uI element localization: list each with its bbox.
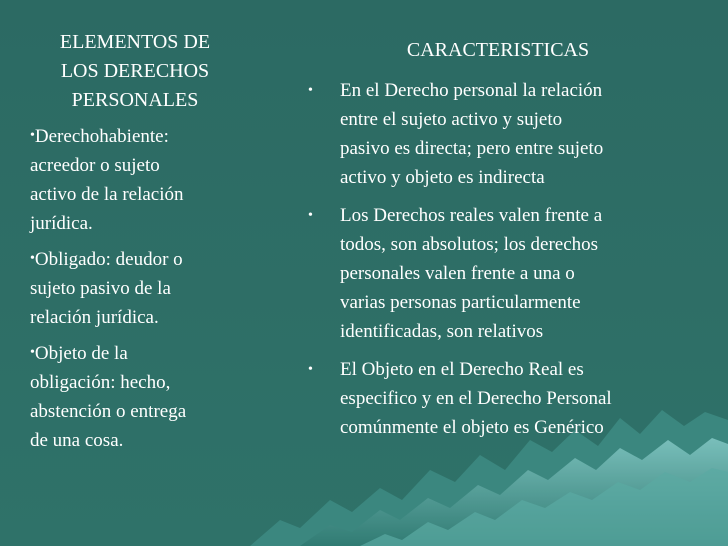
bullet-dot: • — [308, 208, 313, 223]
characteristic-item — [300, 355, 700, 442]
left-item-objeto — [30, 338, 240, 455]
left-item-derechohabiente — [30, 121, 240, 238]
bullet-dot: • — [30, 345, 35, 360]
bullet-dot: • — [308, 83, 313, 98]
right-heading: CARACTERISTICAS — [406, 39, 590, 61]
characteristic-text: El Objeto en el Derecho Real es especifico y en el Derecho Personal comúnmente el objeto es Genérico — [340, 359, 612, 438]
characteristic-item — [300, 201, 700, 346]
bullet-dot: • — [30, 128, 35, 143]
left-column — [30, 28, 240, 461]
left-item-text: Objeto de la obligación: hecho, abstención o entrega de una cosa. — [30, 343, 187, 451]
left-item-obligado — [30, 244, 240, 332]
left-heading: ELEMENTOS DE LOS DERECHOS PERSONALES — [59, 31, 211, 111]
bullet-dot: • — [30, 251, 35, 266]
characteristic-text: Los Derechos reales valen frente a todos, son absolutos; los derechos personales valen frente a una o varias personas particularmente identificadas, son relativos — [340, 205, 603, 342]
left-item-text: Derechohabiente: acreedor o sujeto activo de la relación jurídica. — [30, 126, 184, 234]
characteristic-item — [300, 76, 700, 192]
characteristic-text: En el Derecho personal la relación entre el sujeto activo y sujeto pasivo es directa; pero entre sujeto activo y objeto es indirecta — [340, 80, 604, 188]
right-column — [300, 36, 700, 451]
left-item-text: Obligado: deudor o sujeto pasivo de la relación jurídica. — [30, 249, 183, 328]
bullet-dot: • — [308, 362, 313, 377]
